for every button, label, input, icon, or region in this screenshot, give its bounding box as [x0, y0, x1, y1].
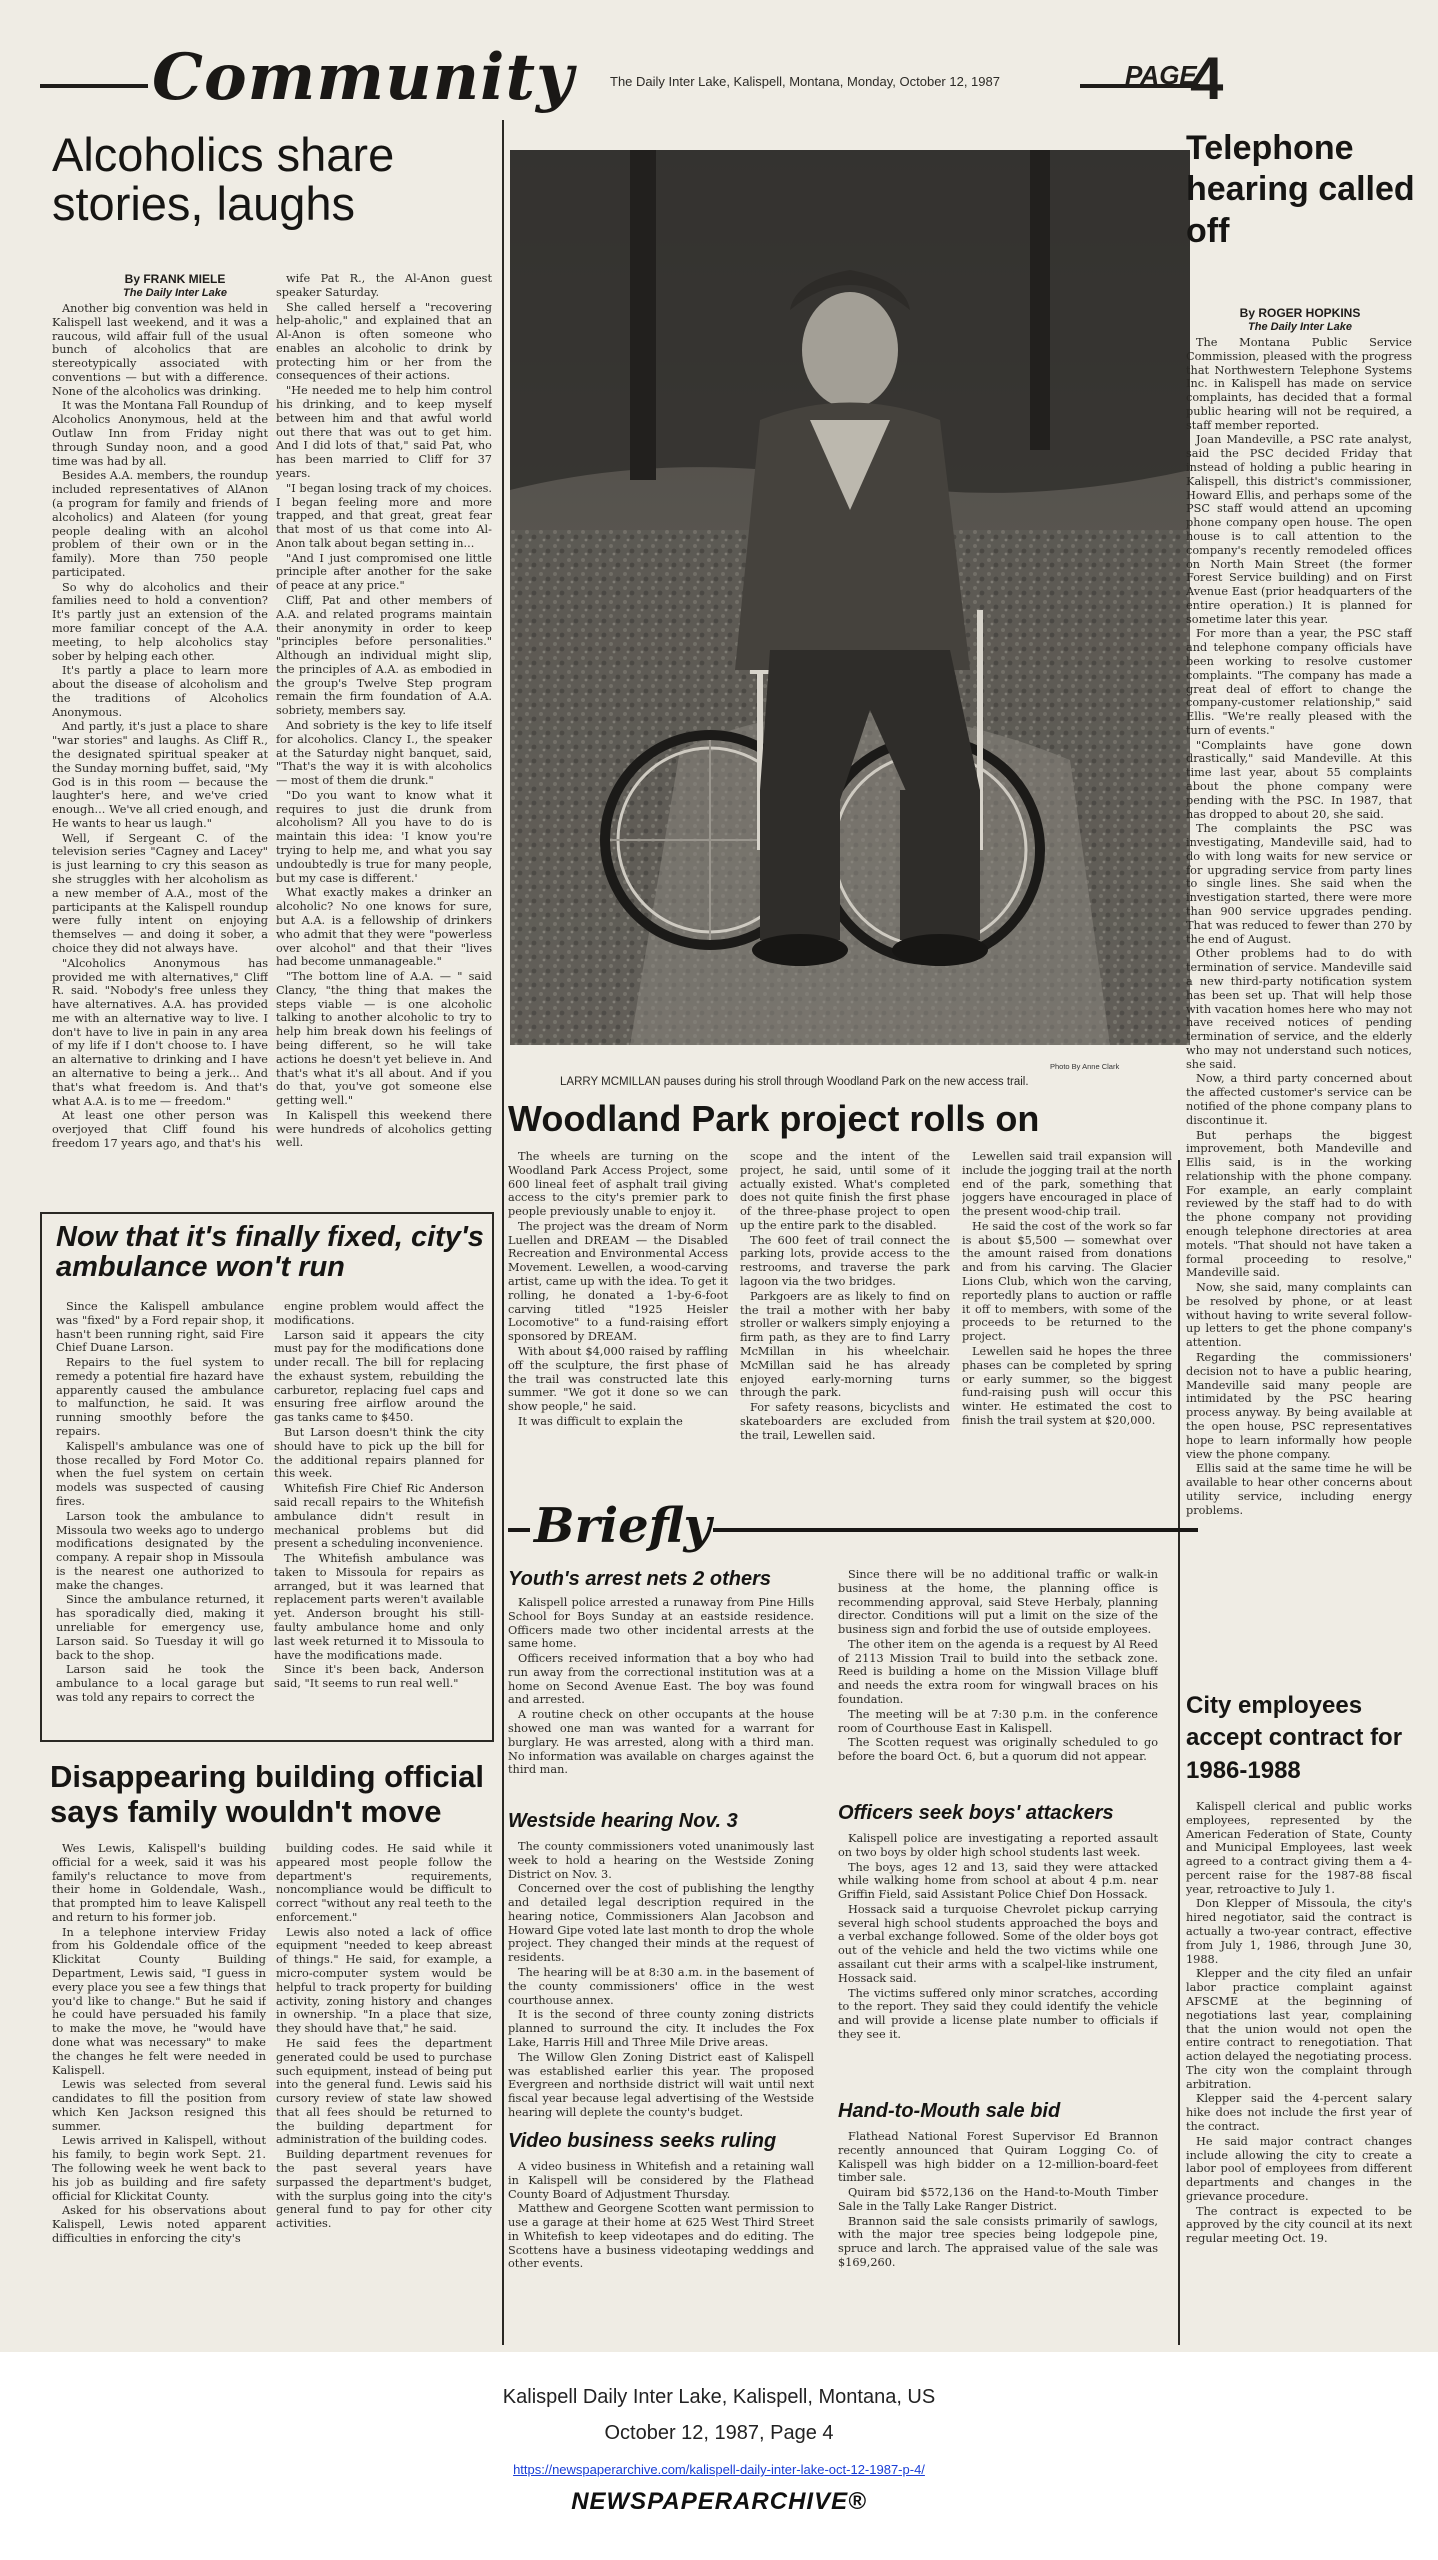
woodland-column-1 [508, 1150, 728, 1480]
photo-caption: LARRY MCMILLAN pauses during his stroll through Woodland Park on the new access trail. [560, 1076, 1029, 1088]
planning-column [838, 1568, 1158, 1793]
building-column-1 [52, 1842, 266, 2342]
article-paragraph: And sobriety is the key to life itself for alcoholics. Clancy I., the speaker at the Saturday night banquet, said, "That's the way it is with alcoholics — most of them die drunk." [276, 719, 492, 788]
article-paragraph: Since the ambulance returned, it has sporadically died, making it unreliable for emergency use, Larson said. So Tuesday it will go back to the shop. [56, 1593, 264, 1662]
article-paragraph: Kalispell police are investigating a reported assault on two boys by older high school students last week. [838, 1832, 1158, 1859]
article-paragraph: The project was the dream of Norm Luellen and DREAM — the Disabled Recreation and Environmental Access Movement. Lewellen, a wood-carving artist, came up with the idea. To get it rolling, he donated a 1-by-6-foot carving titled "1925 Heisler Locomotive" to a fund-raising effort sponsored by DREAM. [508, 1219, 728, 1344]
article-paragraph: A video business in Whitefish and a retaining wall in Kalispell will be considered by the Flathead County Board of Adjustment Thursday. [508, 2160, 814, 2201]
hand-to-mouth-column [838, 2130, 1158, 2340]
page-number: 4 [1190, 45, 1224, 112]
article-paragraph: Parkgoers are as likely to find on the trail a mother with her baby stroller or walkers simply enjoying a firm path, as they are to find Larry McMillan in his wheelchair. McMillan said he has already enjoyed early-morning turns through the park. [740, 1289, 950, 1400]
article-paragraph: A routine check on other occupants at the house showed one man was wanted for a warrant for burglary. He was arrested, along with a third man. No information was available on charges against the third man. [508, 1708, 814, 1777]
article-paragraph: Brannon said the sale consists primarily of sawlogs, with the major tree species being lodgepole pine, spruce and larch. The appraised value of the sale was $169,260. [838, 2214, 1158, 2270]
article-paragraph: The Scotten request was originally scheduled to go before the board Oct. 6, but a quorum did not appear. [838, 1736, 1158, 1764]
article-paragraph: What exactly makes a drinker an alcoholic? No one knows for sure, but A.A. is a fellowship of drinkers who admit that they were "powerless over alcohol" and that their "lives had become unmanageable." [276, 886, 492, 969]
article-paragraph: Larson said he took the ambulance to a local garage but was told any repairs to correct the [56, 1663, 264, 1704]
article-paragraph: Building department revenues for the past several years have surpassed the department's budget, with the surplus going into the city's general fund to pay for other city activities. [276, 2148, 492, 2231]
city-employees-headline: City employees accept contract for 1986-1988 [1186, 1692, 1403, 1784]
article-paragraph: The hearing will be at 8:30 a.m. in the basement of the county commissioners' office in the west courthouse annex. [508, 1966, 814, 2007]
article-paragraph: Matthew and Georgene Scotten want permission to use a garage at their home at 625 West Third Street in Whitefish to keep videotapes and do editing. The Scottens have a business videotaping weddings and other events. [508, 2202, 814, 2271]
woodland-column-3 [962, 1150, 1172, 1480]
article-paragraph: Lewis also noted a lack of office equipment "needed to keep abreast of things." He said, for example, a micro-computer system would be helpful to track property for building activity, zoning history and changes in ownership. "In a place that size, they should have that," he said. [276, 1925, 492, 2036]
article-paragraph: It was difficult to explain the [518, 1414, 683, 1428]
alcoholics-column-1 [52, 302, 268, 1187]
hand-to-mouth-headline: Hand-to-Mouth sale bid [838, 2100, 1061, 2122]
article-paragraph: Ellis said at the same time he will be available to hear other concerns about utility service, including energy problems. [1186, 1462, 1412, 1517]
telephone-byline [1190, 306, 1410, 335]
building-headline: Disappearing building official says family wouldn't move [50, 1759, 485, 1829]
byline-org: The Daily Inter Lake [123, 287, 227, 299]
article-paragraph: Repairs to the fuel system to remedy a potential fire hazard have apparently caused the ambulance to malfunction, he said. It was running smoothly before the repairs. [56, 1356, 264, 1439]
briefly-rule-left [508, 1528, 530, 1532]
masthead [40, 38, 1224, 116]
article-paragraph: Regarding the commissioners' decision not to have a public hearing, Mandeville said many people are intimidated by the PSC hearing process anyway. By being available at the open house, PSC representatives hope to learn informally how people view the phone company. [1186, 1351, 1412, 1461]
article-paragraph: Klepper said the 4-percent salary hike does not include the first year of the contract. [1186, 2092, 1412, 2133]
article-paragraph: scope and the intent of the project, he said, until some of it actually existed. What's completed does not quite finish the first phase of the three-phase project to open up the entire park to the disabled. [740, 1150, 950, 1232]
paper-dateline: The Daily Inter Lake, Kalispell, Montana, Monday, October 12, 1987 [610, 74, 1000, 89]
article-paragraph: "Complaints have gone down drastically," said Mandeville. At this time last year, about 55 complaints about the phone company were pending with the PSC. In 1987, that has dropped to about 20, she said. [1186, 738, 1412, 821]
alcoholics-headline: Alcoholics share stories, laughs [52, 128, 395, 231]
column-rule [502, 120, 504, 2345]
article-paragraph: Larson took the ambulance to Missoula two weeks ago to undergo modifications designated by the company. A repair shop in Missoula is the nearest one authorized to make the changes. [56, 1509, 264, 1592]
westside-headline: Westside hearing Nov. 3 [508, 1810, 738, 1832]
article-paragraph: "Do you want to know what it requires to just die drunk from alcoholism? All you have to do is maintain this idea: 'I know you're trying to help me, and what you say undoubtedly is true for many people, but my case is different.' [276, 788, 492, 885]
alcoholics-byline [90, 272, 260, 301]
briefly-rule-right [713, 1528, 1198, 1532]
article-paragraph: Larson said it appears the city must pay for the modifications done under recall. The bill for replacing the exhaust system, rebuilding the carburetor, replacing fuel caps and ensuring free airflow around the gas tanks came to $450. [274, 1328, 484, 1425]
byline-author: By FRANK MIELE [124, 272, 226, 286]
article-paragraph: Officers received information that a boy who had run away from the correctional institution was at a home on Second Avenue East. The boy was found and arrested. [508, 1652, 814, 1707]
article-paragraph: Quiram bid $572,136 on the Hand-to-Mouth Timber Sale in the Tally Lake Ranger District. [838, 2186, 1158, 2213]
westside-column [508, 1840, 814, 2120]
video-headline: Video business seeks ruling [508, 2130, 777, 2152]
archive-footer [0, 2352, 1438, 2560]
briefly-banner [508, 1498, 1198, 1556]
article-paragraph: Kalispell police arrested a runaway from Pine Hills School for Boys Sunday at an eastside residence. Officers made two other incidental arrests at the same home. [508, 1596, 814, 1651]
page-label: PAGE [1125, 60, 1197, 90]
telephone-column [1186, 336, 1412, 1676]
column-rule [1178, 1160, 1180, 2345]
article-paragraph: Since it's been back, Anderson said, "It seems to run real well." [274, 1663, 484, 1691]
youth-headline: Youth's arrest nets 2 others [508, 1568, 771, 1590]
article-paragraph: The victims suffered only minor scratches, according to the report. They said they could identify the vehicle and will provide a license plate number to officials if they see it. [838, 1986, 1158, 2041]
photo-credit: Photo By Anne Clark [1050, 1062, 1120, 1071]
article-paragraph: Whitefish Fire Chief Ric Anderson said recall repairs to the Whitefish ambulance didn't result in mechanical problems but did present a scheduling inconvenience. [274, 1482, 484, 1551]
article-paragraph: The boys, ages 12 and 13, said they were attacked while walking home from school at about 4 p.m. near Griffin Field, said Assistant Police Chief Don Hossack. [838, 1860, 1158, 1902]
youth-column [508, 1596, 814, 1801]
article-paragraph: "And I just compromised one little principle after another for the sake of peace at any price." [276, 551, 492, 593]
article-paragraph: Besides A.A. members, the roundup included representatives of AlAnon (a program for family and friends of alcoholics) and Alateen (for young people dealing with an alcohol problem of their own or in the family). More than 750 people participated. [52, 469, 268, 579]
byline-author: By ROGER HOPKINS [1239, 306, 1361, 320]
alcoholics-column-2 [276, 272, 492, 1172]
article-paragraph: The meeting will be at 7:30 p.m. in the conference room of Courthouse East in Kalispell. [838, 1707, 1158, 1735]
article-paragraph: With about $4,000 raised by raffling off the sculpture, the first phase of the trail was constructed late this summer. "We got it done so we can show people," he said. [508, 1344, 728, 1414]
officers-headline: Officers seek boys' attackers [838, 1802, 1114, 1824]
article-paragraph: It was the Montana Fall Roundup of Alcoholics Anonymous, held at the Outlaw Inn from Friday night through Sunday noon, and a good time was had by all. [52, 399, 268, 468]
photo-illustration [510, 150, 1190, 1045]
video-column [508, 2160, 814, 2340]
masthead-rule-left [40, 84, 148, 88]
article-paragraph: Concerned over the cost of publishing the lengthy and detailed legal description required in the hearing notice, Commissioners Alan Jacobson and Howard Gipe voted late last month to drop the whole project. They changed their minds at the request of residents. [508, 1882, 814, 1965]
footer-publication: Kalispell Daily Inter Lake, Kalispell, Montana, US [502, 2386, 936, 2408]
article-paragraph: Klepper and the city filed an unfair labor practice complaint against AFSCME at the beginning of negotiations last year, complaining that the union would not open the entire contract to renegotiation. That action delayed the negotiating process. The city won the complaint through arbitration. [1186, 1967, 1412, 2091]
ambulance-column-1 [56, 1300, 264, 1736]
byline-org: The Daily Inter Lake [1248, 321, 1352, 333]
article-paragraph: In a telephone interview Friday from his Goldendale office of the Klickitat County Building Department, Lewis said, "I guess in every place you see a few things that you'd like to change." But he said if he could have persuaded his family to make the move, he "would have done what was necessary" to make the changes he felt were needed in Kalispell. [52, 1925, 266, 2077]
article-paragraph: Since the Kalispell ambulance was "fixed" by a Ford repair shop, it hasn't been running right, said Fire Chief Duane Larson. [56, 1300, 264, 1355]
article-paragraph: "Alcoholics Anonymous has provided me with alternatives," Cliff R. said. "Nobody's free unless they have alternatives. A.A. has provided me with an alternative way to live. I don't have to live in pain in any area of my life if I don't choose to. I have an alternative to drinking and I have an alternative to being a jerk... And that's what freedom is. And that's what A.A. is to me — freedom." [52, 956, 268, 1108]
article-paragraph: So why do alcoholics and their families need to hold a convention? It's partly just an extension of the more familiar concept of the A.A. meeting, to help alcoholics stay sober by helping each other. [52, 580, 268, 663]
article-paragraph: Now, a third party concerned about the affected customer's service can be notified of the phone company plans to discontinue it. [1186, 1072, 1412, 1127]
article-paragraph: Asked for his observations about Kalispell, Lewis noted apparent difficulties in enforcing the city's [52, 2204, 266, 2245]
ambulance-headline: Now that it's finally fixed, city's ambulance won't run [56, 1221, 484, 1284]
footer-date: October 12, 1987, Page 4 [604, 2422, 834, 2444]
article-paragraph: The county commissioners voted unanimously last week to hold a hearing on the Westside Zoning District on Nov. 3. [508, 1840, 814, 1881]
article-paragraph: Since there will be no additional traffic or walk-in business at the home, the planning office is recommending approval, said Steve Herbaly, planning director. Conditions will put a limit on the size of the business sign and forbid the use of outside employees. [838, 1568, 1158, 1637]
article-paragraph: "He needed me to help him control his drinking, and to keep myself between him and that awful world out there that was out to get him. And I did lots of that," said Pat, who has been married to Cliff for 37 years. [276, 384, 492, 480]
article-paragraph: building codes. He said while it appeared most people follow the department's requirements, noncompliance would be difficult to correct "without any real teeth to the enforcement." [276, 1842, 492, 1924]
article-paragraph: Well, if Sergeant C. of the television series "Cagney and Lacey" is just learning to cry this season as she struggles with her alcoholism as a new member of A.A., most of the participants at the Kalispell roundup were fully intent on enjoying themselves — and doing it sober, a choice they did not always have. [52, 831, 268, 955]
article-paragraph: Don Klepper of Missoula, the city's hired negotiator, said the contract is actually a two-year contract, effective from July 1, 1986, through June 30, 1988. [1186, 1897, 1412, 1966]
newspaperarchive-logo: NEWSPAPERARCHIVE® [571, 2488, 867, 2515]
article-paragraph: Now, she said, many complaints can be resolved by phone, or at least without having to write several follow-up letters to get the phone company's attention. [1186, 1281, 1412, 1350]
article-paragraph: The Whitefish ambulance was taken to Missoula for repairs as arranged, but it was learned that replacement parts weren't available yet. Anderson brought his still-faulty ambulance home and only last week returned it to Missoula to have the modifications made. [274, 1552, 484, 1662]
article-paragraph: He said the cost of the work so far is about $5,500 — somewhat over the amount raised from donations and from his carving. The Glacier Lions Club, which won the carving, reportedly plans to auction or raffle it off to members, with some of the proceeds to be returned to the project. [962, 1219, 1172, 1344]
masthead-rule-right [1080, 84, 1200, 88]
article-paragraph: The contract is expected to be approved by the city council at its next regular meeting Oct. 19. [1186, 2204, 1412, 2246]
article-paragraph: "The bottom line of A.A. — " said Clancy, "the thing that makes the steps viable — is one alcoholic talking to another alcoholic to try to help him break down his feelings of being different, so he will take actions he doesn't yet believe in. And that's what it's all about. And if you do that, you've got someone else getting well." [276, 970, 492, 1108]
article-paragraph: But perhaps the biggest improvement, both Mandeville and Ellis said, is in the working relationship with the phone company. For example, an early complaint reviewed by the staff had to do with the phone company not providing enough telephone directories at area motels. "That should not have taken a formal proceeding to resolve," Mandeville said. [1186, 1128, 1412, 1280]
article-paragraph: The other item on the agenda is a request by Al Reed of 2113 Mission Trail to build into the setback zone. Reed is building a home on the Mission Village bluff and needs the extra room for wingwall braces on his foundation. [838, 1637, 1158, 1707]
article-paragraph: The 600 feet of trail connect the parking lots, provide access to the restrooms, and traverse the park lagoon via the two bridges. [740, 1233, 950, 1289]
wheelchair-photo [510, 150, 1190, 1045]
article-paragraph: Lewis was selected from several candidates to fill the position from which Ken Jackson resigned this summer. [52, 2078, 266, 2133]
article-paragraph: Cliff, Pat and other members of A.A. and related programs maintain their anonymity in order to keep "principles before personalities." Although an individual might slip, the principles of A.A. as embodied in the group's Twelve Step program remain the firm foundation of A.A. sobriety, members say. [276, 593, 492, 718]
article-paragraph: Lewis arrived in Kalispell, without his family, to begin work Sept. 21. The following week he went back to his job as building and fire safety official for Klickitat County. [52, 2134, 266, 2203]
article-paragraph: And partly, it's just a place to share "war stories" and laughs. As Cliff R., the designated spiritual speaker at the Sunday morning buffet, said, "My God is in this room — because the laughter's here, and we've cried enough... We've all cried enough, and He wants to hear us laugh." [52, 720, 268, 830]
article-paragraph: "I began losing track of my choices. I began feeling more and more trapped, and that great, great fear that most of us that come into Al-Anon talk about began setting in... [276, 481, 492, 550]
article-paragraph: Lewellen said trail expansion will include the jogging trail at the north end of the park, something that joggers have encouraged in place of the present wood-chip trail. [962, 1150, 1172, 1219]
city-employees-column [1186, 1800, 1412, 2340]
article-paragraph: The complaints the PSC was investigating, Mandeville said, had to do with long waits for new service or for upgrading service from party lines to single lines. She said when the investigation started, there were more than 900 service upgrades pending. That was reduced to fewer than 270 by the end of August. [1186, 822, 1412, 946]
article-paragraph: At least one other person was overjoyed that Cliff found his freedom 17 years ago, and that's his [52, 1109, 268, 1150]
article-paragraph: Other problems had to do with termination of service. Mandeville said a new third-party notification system has been set up. That will help those with vacation homes here who may not have received notices of pending termination of service, and the elderly who may not understand such notices, she said. [1186, 947, 1412, 1071]
article-paragraph: In Kalispell this weekend there were hundreds of alcoholics getting well. [276, 1108, 492, 1150]
telephone-headline: Telephone hearing called off [1186, 129, 1415, 250]
article-paragraph: She called herself a "recovering help-aholic," and explained that an Al-Anon is often someone who enables an alcoholic to drink by protecting him or her from the consequences of their actions. [276, 300, 492, 383]
article-paragraph: The wheels are turning on the Woodland Park Access Project, some 600 lineal feet of asphalt trail giving access to the city's premier park to people previously unable to enjoy it. [508, 1150, 728, 1219]
article-paragraph: The Willow Glen Zoning District east of Kalispell was established earlier this year. The proposed Evergreen and northside district will wait until next fiscal year because legal advertising of the Westside hearing will deplete the county's budget. [508, 2050, 814, 2119]
article-paragraph: He said major contract changes include allowing the city to create a labor pool of employees from different departments and changes in the grievance procedure. [1186, 2134, 1412, 2203]
briefly-title: Briefly [534, 1498, 712, 1554]
article-paragraph: engine problem would affect the modifications. [274, 1300, 484, 1327]
article-paragraph: He said fees the department generated could be used to purchase such equipment, instead of being put into the general fund. Lewis said his cursory review of state law showed that all fees should be returned to the building department for administration of the building codes. [276, 2036, 492, 2147]
building-column-2 [276, 1842, 492, 2342]
woodland-headline: Woodland Park project rolls on [508, 1098, 1040, 1139]
article-paragraph: But Larson doesn't think the city should have to pick up the bill for the additional repairs planned for this week. [274, 1426, 484, 1481]
article-paragraph: Wes Lewis, Kalispell's building official for a week, said it was his family's reluctance to move from their home in Goldendale, Wash., that prompted him to leave Kalispell and return to his former job. [52, 1842, 266, 1924]
article-paragraph: Joan Mandeville, a PSC rate analyst, said the PSC decided Friday that instead of holding a public hearing in Kalispell, this district's commissioner, Howard Ellis, and perhaps some of the PSC staff would attend an upcoming phone company open house. The open house is to call attention to the company's recently remodeled offices on North Main Street (the former Forest Service building) and on First Avenue East (prior headquarters of the entire operation.) It is planned for sometime later this year. [1186, 433, 1412, 626]
article-paragraph: Flathead National Forest Supervisor Ed Brannon recently announced that Quiram Logging Co. of Kalispell was high bidder on a 12-million-board-feet timber sale. [838, 2130, 1158, 2185]
ambulance-column-2 [274, 1300, 484, 1736]
article-paragraph: Hossack said a turquoise Chevrolet pickup carrying several high school students approached the boys and a verbal exchange followed. Some of the older boys got out of the vehicle and held the two victims while one assailant cut their arms with a scalpel-like instrument, Hossack said. [838, 1902, 1158, 1985]
article-paragraph: It's partly a place to learn more about the disease of alcoholism and the traditions of Alcoholics Anonymous. [52, 664, 268, 719]
section-title: Community [152, 40, 575, 115]
article-paragraph: Kalispell's ambulance was one of those recalled by Ford Motor Co. when the fuel system on certain models was suspected of causing fires. [56, 1439, 264, 1508]
officers-column [838, 1832, 1158, 2092]
woodland-column-2 [740, 1150, 950, 1480]
article-paragraph: wife Pat R., the Al-Anon guest speaker Saturday. [276, 272, 492, 299]
article-paragraph: Lewellen said he hopes the three phases can be completed by spring or early summer, so the biggest fund-raising push will occur this winter. He estimated the cost to finish the trail system at $20,000. [962, 1344, 1172, 1427]
article-paragraph: Kalispell clerical and public works employees, represented by the American Federation of State, County and Municipal Employees, last week agreed to a contract giving them a 4-percent raise for the 1987-88 fiscal year, retroactive to July 1. [1186, 1800, 1412, 1896]
footer-link[interactable]: https://newspaperarchive.com/kalispell-daily-inter-lake-oct-12-1987-p-4/ [513, 2462, 925, 2477]
article-paragraph: For more than a year, the PSC staff and telephone company officials have been working to resolve customer complaints. "The company has made a great deal of effort to change the company-customer relationship," said Ellis. "We're really pleased with the turn of events." [1186, 627, 1412, 737]
article-paragraph: For safety reasons, bicyclists and skateboarders are excluded from the trail, Lewellen said. [740, 1401, 950, 1442]
article-paragraph: It is the second of three county zoning districts planned to surround the city. It includes the Fox Lake, Harris Hill and Three Mile Drive areas. [508, 2008, 814, 2049]
article-paragraph: The Montana Public Service Commission, pleased with the progress that Northwestern Telephone Systems Inc. in Kalispell has made on service complaints, has decided that a formal public hearing will not be required, a staff member reported. [1186, 336, 1412, 432]
article-paragraph: Another big convention was held in Kalispell last weekend, and it was a raucous, wild affair full of the usual bunch of alcoholics that are stereotypically associated with conventions — but with a difference. None of the alcoholics was drinking. [52, 302, 268, 398]
